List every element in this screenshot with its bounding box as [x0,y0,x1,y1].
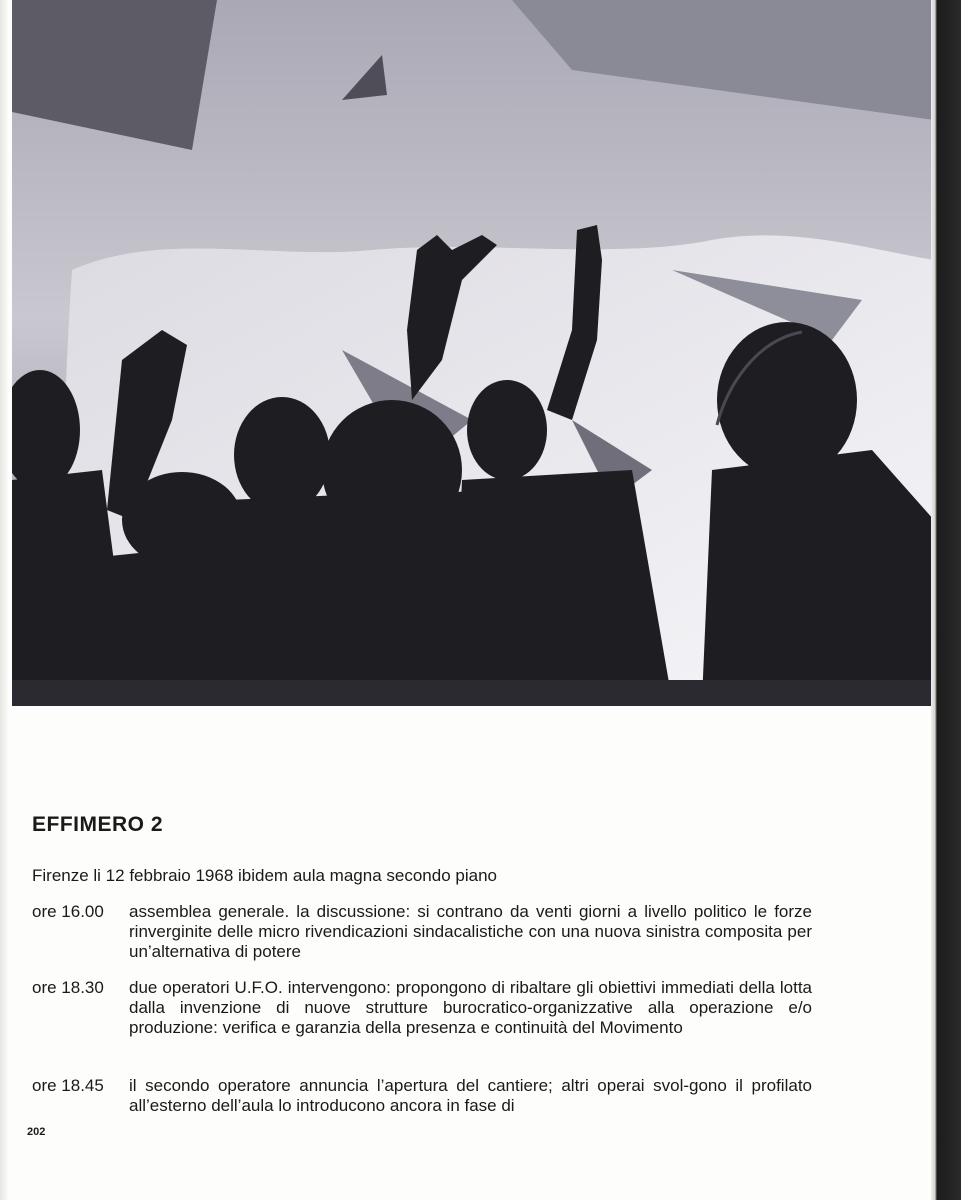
schedule-entry [32,902,812,962]
entry-time: ore 18.45 [32,1076,104,1095]
entry-text: il secondo operatore annuncia l’apertura del cantiere; altri operai svol-gono il profilato all’esterno dell’aula lo introducono ancora in fase di [129,1076,812,1115]
article-title: EFFIMERO 2 [32,813,164,836]
entry-time: ore 18.30 [32,978,104,997]
schedule-entry [32,1076,812,1116]
article-intro: Firenze li 12 febbraio 1968 ibidem aula magna secondo piano [32,866,497,885]
page-right-edge [931,0,961,1200]
page-number: 202 [27,1126,46,1138]
photo-bottom-edge [12,680,934,706]
protest-photograph [12,0,934,706]
entry-time: ore 16.00 [32,902,104,921]
page-left-edge [0,0,8,1200]
entry-text: assemblea generale. la discussione: si contrano da venti giorni a livello politico le forze rinverginite delle micro rivendicazioni sindacalistiche con una nuova sinistra composita per un’alternativa di potere [129,902,812,961]
schedule-entry [32,978,812,1038]
entry-text: due operatori U.F.O. intervengono: propongono di ribaltare gli obiettivi immediati della lotta dalla invenzione di nuove strutture burocratico-organizzative alla operazione e/o produzione: verifica e garanzia della presenza e continuità del Movimento [129,978,812,1037]
